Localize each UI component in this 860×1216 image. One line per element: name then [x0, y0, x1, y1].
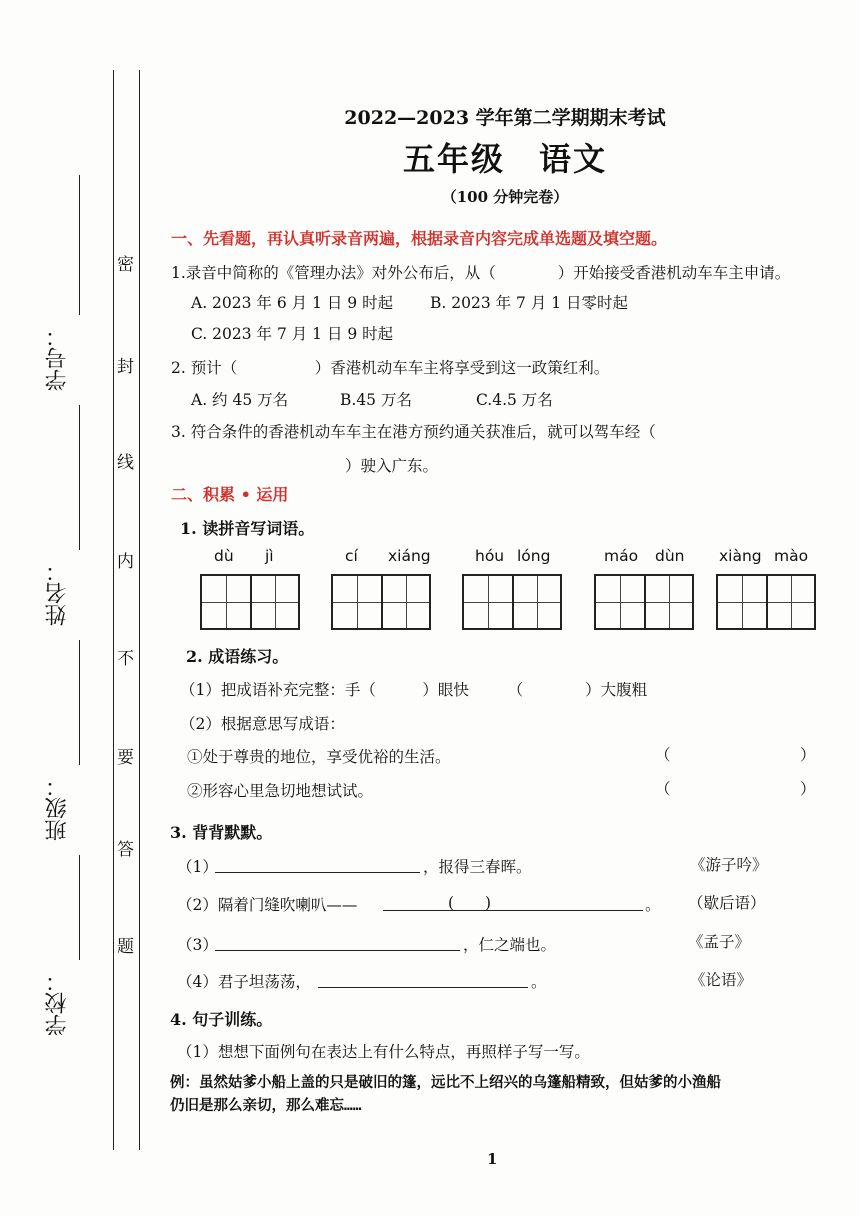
- part1-heading-number: 一、: [171, 229, 204, 248]
- question-1-option-b: B. 2023 年 7 月 1 日零时起: [430, 294, 629, 312]
- pinyin-4b: dùn: [655, 547, 685, 565]
- pinyin-5a: xiàng: [719, 547, 762, 565]
- seal-char: 题: [117, 937, 134, 957]
- seal-char: 要: [117, 748, 134, 768]
- sentence-instruction: （1）想想下面例句在表达上有什么特点，再照样子写一写。: [177, 1043, 590, 1061]
- recitation-section-title: 3. 背背默默。: [170, 823, 273, 842]
- question-1: 1.录音中简称的《管理办法》对外公布后，从（ ）开始接受香港机动车车主申请。: [171, 264, 791, 282]
- idiom-meaning-instruction: （2）根据意思写成语：: [180, 715, 345, 733]
- name-line[interactable]: [79, 405, 80, 550]
- question-2: 2. 预计（ ）香港机动车车主将享受到这一政策红利。: [171, 359, 610, 377]
- page-number: 1: [487, 1150, 498, 1168]
- recite-4-end: 。: [531, 973, 547, 991]
- student-number-label: 学号：: [45, 325, 70, 391]
- recite-3-tail: ，仁之端也。: [463, 936, 557, 954]
- sentence-section-title: 4. 句子训练。: [170, 1010, 273, 1029]
- part1-heading-text: 先看题，再认真听录音两遍，根据录音内容完成单选题及填空题。: [203, 229, 668, 248]
- recite-1-blank[interactable]: [215, 872, 420, 873]
- recite-3-blank[interactable]: [215, 950, 460, 951]
- seal-char: 答: [117, 840, 134, 860]
- writing-grid[interactable]: [716, 574, 816, 630]
- grid-cell[interactable]: [512, 576, 560, 628]
- question-2-option-c: C.4.5 万名: [476, 391, 553, 409]
- seal-char: 线: [117, 453, 134, 473]
- question-1-option-c: C. 2023 年 7 月 1 日 9 时起: [191, 325, 394, 343]
- recite-4-prefix: （4）君子坦荡荡，: [177, 973, 311, 991]
- recite-2-mid: ( ): [448, 894, 492, 912]
- question-2-option-a: A. 约 45 万名: [191, 391, 289, 409]
- seal-char: 内: [117, 552, 134, 572]
- recite-3-source: 《孟子》: [688, 933, 751, 951]
- idiom-meaning-2: ②形容心里急切地想试试。: [187, 782, 374, 800]
- recite-1-source: 《游子吟》: [690, 856, 768, 874]
- school-line[interactable]: [79, 855, 80, 960]
- pinyin-3b: lóng: [517, 547, 551, 565]
- writing-grid[interactable]: [200, 574, 300, 630]
- part2-heading: 二、积累 • 运用: [171, 485, 289, 504]
- grid-cell[interactable]: [381, 576, 429, 628]
- question-1-option-a: A. 2023 年 6 月 1 日 9 时起: [191, 294, 394, 312]
- recite-3-number: （3）: [177, 936, 218, 954]
- seal-char: 密: [117, 255, 134, 275]
- student-number-line[interactable]: [79, 175, 80, 315]
- duration: （100 分钟完卷）: [441, 188, 569, 206]
- writing-grid[interactable]: [331, 574, 431, 630]
- idiom-complete: （1）把成语补充完整：手（ ）眼快 （ ）大腹粗: [180, 681, 648, 699]
- grid-cell[interactable]: [766, 576, 814, 628]
- recite-2-end: 。: [645, 896, 661, 914]
- grid-cell[interactable]: [333, 576, 381, 628]
- class-label: 班级：: [45, 775, 70, 841]
- pinyin-2b: xiáng: [388, 547, 431, 565]
- seal-char: 封: [117, 357, 134, 377]
- grid-cell[interactable]: [718, 576, 766, 628]
- grid-cell[interactable]: [596, 576, 644, 628]
- question-3-line1: 3. 符合条件的香港机动车车主在港方预约通关获准后，就可以驾车经（: [171, 423, 656, 441]
- recite-4-blank[interactable]: [318, 987, 528, 988]
- question-2-option-b: B.45 万名: [340, 391, 412, 409]
- example-sentence-line2: 仍旧是那么亲切，那么难忘……: [170, 1098, 362, 1114]
- recite-1-tail: ，报得三春晖。: [423, 858, 532, 876]
- name-label: 姓名：: [45, 560, 70, 626]
- recite-2-prefix: （2）隔着门缝吹喇叭——: [177, 896, 358, 914]
- idiom-answer-1-close[interactable]: ）: [800, 746, 816, 764]
- pinyin-2a: cí: [345, 547, 358, 565]
- writing-grid[interactable]: [594, 574, 694, 630]
- class-line[interactable]: [79, 640, 80, 765]
- recite-4-source: 《论语》: [690, 971, 753, 989]
- grade-subject: 五年级 语文: [402, 140, 607, 178]
- grid-cell[interactable]: [644, 576, 692, 628]
- question-3-line2: ）驶入广东。: [345, 457, 439, 475]
- idiom-answer-1-open[interactable]: （: [655, 746, 671, 764]
- grid-cell[interactable]: [202, 576, 250, 628]
- recite-1-number: （1）: [177, 858, 218, 876]
- idiom-answer-2-open[interactable]: （: [655, 780, 671, 798]
- idiom-answer-2-close[interactable]: ）: [800, 780, 816, 798]
- pinyin-5b: mào: [774, 547, 809, 565]
- grid-cell[interactable]: [464, 576, 512, 628]
- exam-title: 2022—2023 学年第二学期期末考试: [344, 107, 666, 129]
- pinyin-section-title: 1. 读拼音写词语。: [180, 519, 315, 538]
- recite-2-source: （歇后语）: [688, 894, 766, 912]
- example-sentence-line1: 例：虽然姑爹小船上盖的只是破旧的篷，远比不上绍兴的乌篷船精致，但姑爹的小渔船: [170, 1075, 721, 1091]
- writing-grid[interactable]: [462, 574, 562, 630]
- grid-cell[interactable]: [250, 576, 298, 628]
- binding-line-inner: [139, 70, 140, 1150]
- pinyin-4a: máo: [604, 547, 639, 565]
- pinyin-1a: dù: [214, 547, 234, 565]
- binding-line-outer: [113, 70, 114, 1150]
- pinyin-1b: jì: [265, 547, 274, 565]
- pinyin-3a: hóu: [475, 547, 505, 565]
- seal-char: 不: [117, 649, 134, 669]
- school-label: 学校：: [45, 970, 70, 1036]
- part1-heading: [171, 226, 667, 249]
- idiom-meaning-1: ①处于尊贵的地位，享受优裕的生活。: [187, 748, 451, 766]
- idiom-section-title: 2. 成语练习。: [186, 647, 289, 666]
- recite-2-blank[interactable]: [383, 910, 643, 911]
